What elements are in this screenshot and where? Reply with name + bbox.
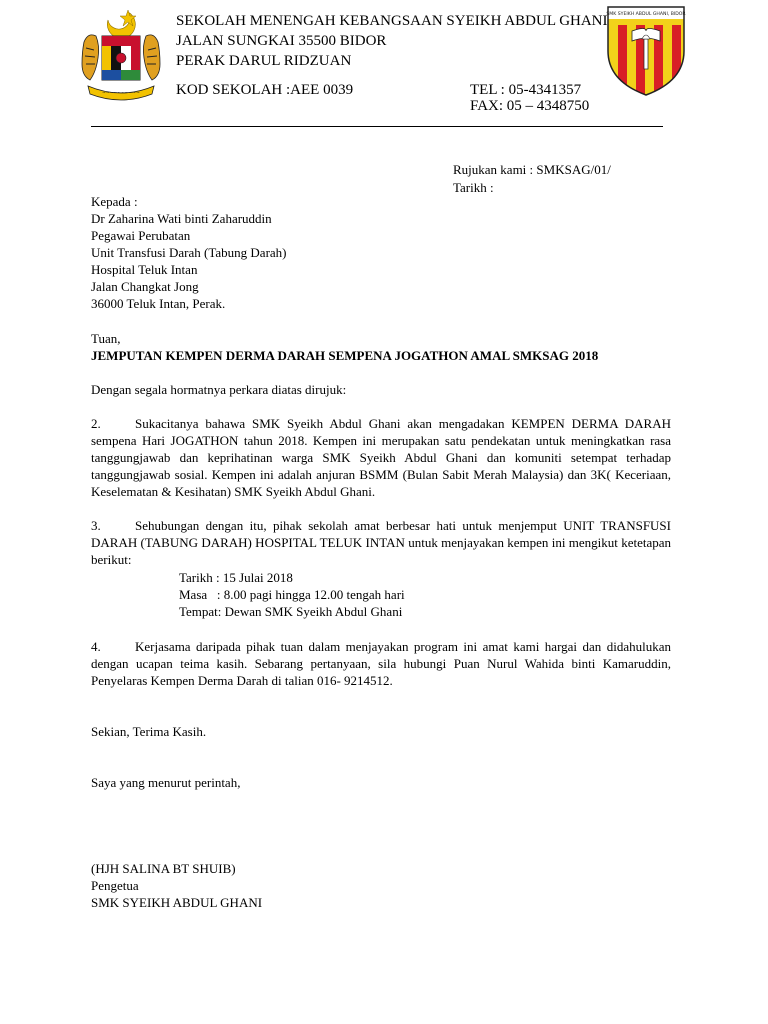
- signatory-school: SMK SYEIKH ABDUL GHANI: [91, 895, 263, 910]
- paragraph-4: [91, 638, 671, 689]
- svg-text:~~~~~~~~~~: ~~~~~~~~~~: [102, 91, 140, 96]
- school-address-line2: PERAK DARUL RIDZUAN: [176, 53, 352, 69]
- recipient-line: Jalan Changkat Jong: [91, 279, 199, 294]
- paragraph-number: 4.: [91, 639, 101, 654]
- recipient-line: Hospital Teluk Intan: [91, 262, 198, 277]
- recipient-block: [91, 193, 287, 312]
- recipient-heading: Kepada :: [91, 194, 138, 209]
- recipient-line: 36000 Teluk Intan, Perak.: [91, 296, 226, 311]
- salutation: Tuan,: [91, 331, 121, 346]
- school-code: KOD SEKOLAH :AEE 0039: [176, 82, 354, 98]
- crest-text: SMK SYEIKH ABDUL GHANI, BIDOR: [606, 12, 686, 17]
- subject-line: JEMPUTAN KEMPEN DERMA DARAH SEMPENA JOGATHON AMAL SMKSAG 2018: [91, 348, 599, 363]
- reference-number: Rujukan kami : SMKSAG/01/: [453, 162, 611, 177]
- paragraph-text: Kerjasama daripada pihak tuan dalam menjayakan program ini amat kami hargai dan didahulukan dengan ucapan teima kasih. Sebarang pertanyaan, sila hubungi Puan Nurul Wahida binti Kamaruddin, Penyelaras Kempen Derma Darah di talian 016- 9214512.: [91, 639, 671, 688]
- paragraph-number: 3.: [91, 518, 101, 533]
- school-address-line1: JALAN SUNGKAI 35500 BIDOR: [176, 33, 387, 49]
- sign-off: Saya yang menurut perintah,: [91, 775, 241, 790]
- school-crest-icon: [606, 5, 686, 97]
- opening-line: Dengan segala hormatnya perkara diatas dirujuk:: [91, 382, 347, 397]
- event-time: Masa : 8.00 pagi hingga 12.00 tengah hari: [179, 587, 405, 602]
- letterhead-divider: [91, 126, 663, 127]
- signatory-title: Pengetua: [91, 878, 139, 893]
- fax-number: FAX: 05 – 4348750: [470, 98, 590, 114]
- signatory-name: (HJH SALINA BT SHUIB): [91, 861, 236, 876]
- paragraph-3: [91, 517, 671, 568]
- recipient-line: Dr Zaharina Wati binti Zaharuddin: [91, 211, 272, 226]
- school-name: SEKOLAH MENENGAH KEBANGSAAN SYEIKH ABDUL GHANI: [176, 13, 608, 29]
- telephone-number: TEL : 05-4341357: [470, 82, 582, 98]
- reference-date: Tarikh :: [453, 180, 494, 195]
- recipient-line: Pegawai Perubatan: [91, 228, 191, 243]
- paragraph-2: [91, 415, 671, 500]
- malaysia-coat-of-arms-icon: [78, 6, 164, 106]
- paragraph-number: 2.: [91, 416, 101, 431]
- event-date: Tarikh : 15 Julai 2018: [179, 570, 293, 585]
- recipient-line: Unit Transfusi Darah (Tabung Darah): [91, 245, 287, 260]
- event-venue: Tempat: Dewan SMK Syeikh Abdul Ghani: [179, 604, 403, 619]
- paragraph-text: Sehubungan dengan itu, pihak sekolah amat berbesar hati untuk menjemput UNIT TRANSFUSI DARAH (TABUNG DARAH) HOSPITAL TELUK INTAN untuk menjayakan kempen ini mengikut ketetapan berikut:: [91, 518, 671, 567]
- paragraph-text: Sukacitanya bahawa SMK Syeikh Abdul Ghani akan mengadakan KEMPEN DERMA DARAH sempena Hari JOGATHON tahun 2018. Kempen ini merupakan satu pendekatan untuk meningkatkan rasa tanggungjawab dan keprihatinan warga SMK Syeikh Abdul Ghani dan komuniti setempat terhadap tanggungjawab sosial. Kempen ini adalah anjuran BSMM (Bulan Sabit Merah Malaysia) dan 3K( Keceriaan, Keselematan & Kesihatan) SMK Syeikh Abdul Ghani.: [91, 416, 671, 499]
- closing-line: Sekian, Terima Kasih.: [91, 724, 207, 739]
